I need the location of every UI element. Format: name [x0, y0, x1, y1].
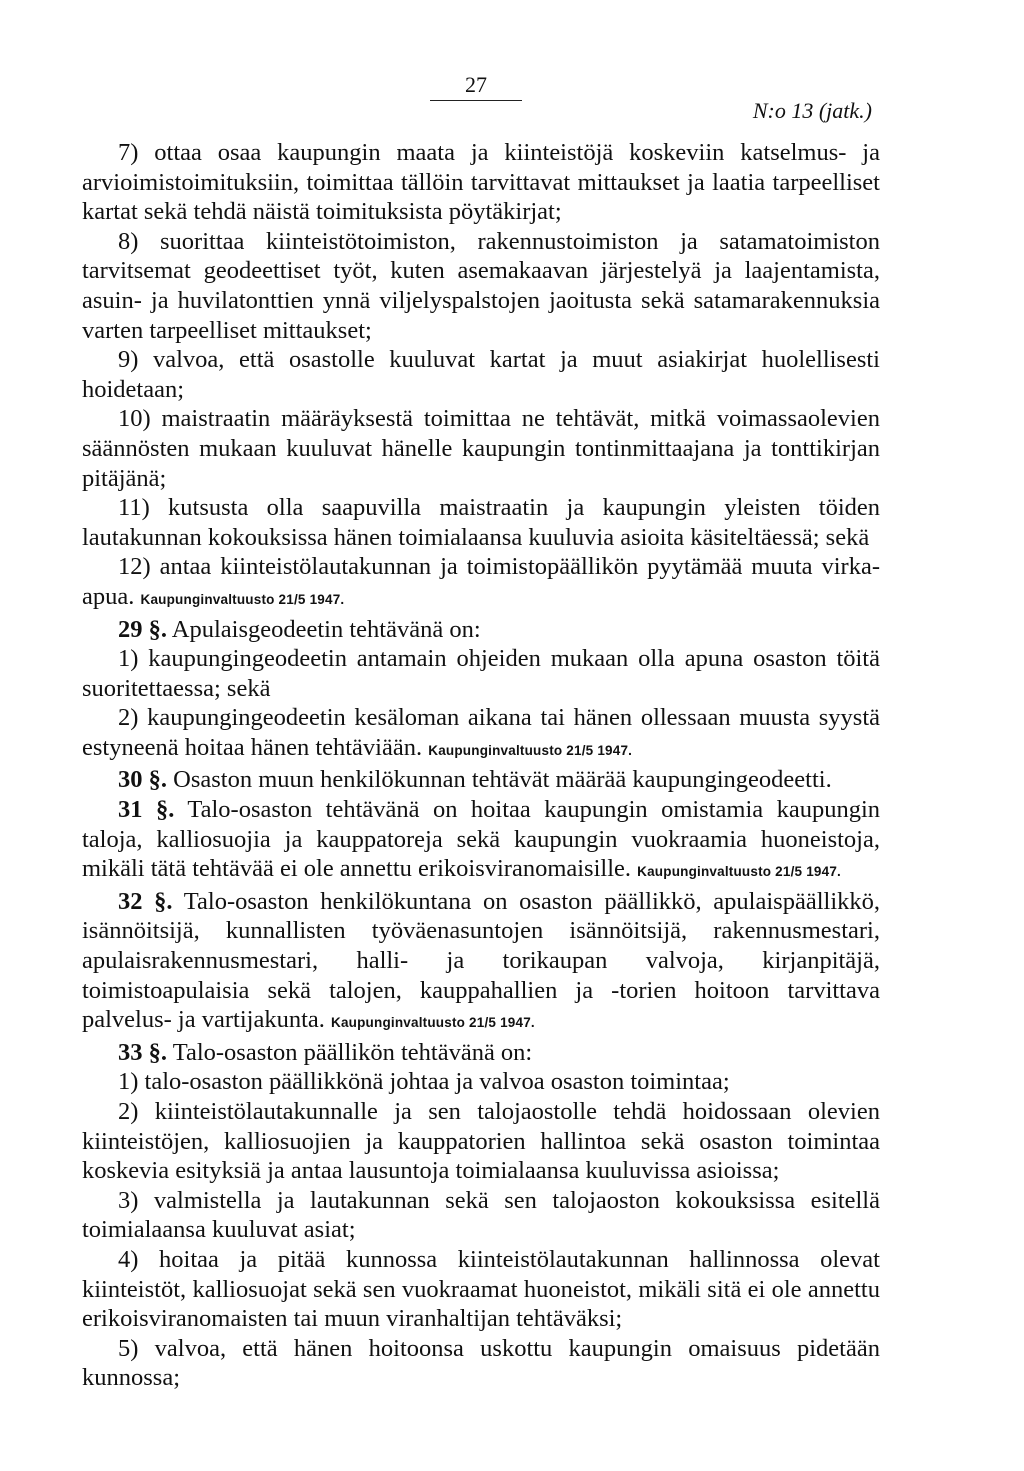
source-citation: Kaupunginvaltuusto 21/5 1947. [140, 591, 345, 607]
section-30 [82, 765, 880, 795]
paragraph-item-1 [82, 644, 880, 703]
paragraph-item-11 [82, 493, 880, 552]
paragraph-text: 5) valvoa, että hänen hoitoonsa uskottu kaupungin omaisuus pidetään kunnossa; [82, 1334, 880, 1392]
paragraph-item-7 [82, 138, 880, 227]
section-number: 29 §. [118, 615, 167, 643]
paragraph-text: 2) kiinteistölautakunnalle ja sen talojaostolle tehdä hoidossaan olevien kiinteistöjen, kalliosuojien ja kauppatorien hallintoa sekä osaston toimintaa koskevia esityksiä ja antaa lausuntoja toimialaansa kuuluvissa asioissa; [82, 1098, 880, 1185]
paragraph-item-2 [82, 1097, 880, 1186]
paragraph-item-12 [82, 552, 880, 614]
paragraph-text: 9) valvoa, että osastolle kuuluvat kartat ja muut asiakirjat huolellisesti hoidetaan; [82, 346, 880, 403]
section-33 [82, 1038, 880, 1068]
paragraph-text: Talo-osaston päällikön tehtävänä on: [172, 1038, 533, 1066]
paragraph-text: 8) suorittaa kiinteistötoimiston, rakennustoimiston ja satamatoimiston tarvitsemat geodeettiset työt, kuten asemakaavan järjestelyä ja laajentamista, asuin- ja huvilatonttien ynnä viljelyspalstojen jaoitusta sekä satamarakennuksia varten tarpeelliset mittaukset; [82, 227, 880, 344]
paragraph-text: 1) talo-osaston päällikkönä johtaa ja valvoa osaston toimintaa; [118, 1068, 730, 1096]
paragraph-item-10 [82, 404, 880, 493]
section-29 [82, 615, 880, 645]
paragraph-text: 11) kutsusta olla saapuvilla maistraatin ja kaupungin yleisten töiden lautakunnan kokouksissa hänen toimialaansa kuuluvia asioita käsiteltäessä; sekä [82, 494, 880, 551]
paragraph-text: 7) ottaa osaa kaupungin maata ja kiinteistöjä koskeviin katselmus- ja arvioimistoimituksiin, toimittaa tällöin tarvittavat mittaukset ja laatia tarpeelliset kartat sekä tehdä näistä toimituksista pöytäkirjat; [82, 139, 880, 226]
section-number: 30 §. [118, 766, 167, 794]
section-number: 32 §. [118, 887, 173, 915]
paragraph-item-4 [82, 1245, 880, 1334]
document-body [82, 138, 880, 1393]
source-citation: Kaupunginvaltuusto 21/5 1947. [331, 1015, 535, 1031]
paragraph-item-9 [82, 345, 880, 404]
paragraph-text: 3) valmistella ja lautakunnan sekä sen talojaoston kokouksissa esitellä toimialaansa kuuluvat asiat; [82, 1186, 880, 1244]
paragraph-item-1 [82, 1067, 880, 1097]
running-head: N:o 13 (jatk.) [752, 98, 872, 123]
section-31 [82, 795, 880, 887]
paragraph-text: Apulaisgeodeetin tehtävänä on: [171, 615, 481, 643]
paragraph-item-8 [82, 227, 880, 345]
paragraph-item-2 [82, 703, 880, 765]
paragraph-text: 12) antaa kiinteistölautakunnan ja toimistopäällikön pyytämää muuta virka-apua. [82, 553, 880, 610]
paragraph-text: Osaston muun henkilökunnan tehtävät määrää kaupungingeodeetti. [173, 766, 832, 794]
paragraph-text: 4) hoitaa ja pitää kunnossa kiinteistölautakunnan hallinnossa olevat kiinteistöt, kalliosuojat sekä sen vuokraamat huoneistot, mikäli sitä ei ole annettu erikoisviranomaisten tai muun viranhaltijan tehtäväksi; [82, 1245, 880, 1333]
paragraph-text: 2) kaupungingeodeetin kesäloman aikana tai hänen ollessaan muusta syystä estyneenä hoitaa hänen tehtäviään. [82, 704, 880, 761]
source-citation: Kaupunginvaltuusto 21/5 1947. [428, 742, 633, 758]
source-citation: Kaupunginvaltuusto 21/5 1947. [637, 864, 841, 880]
paragraph-item-5 [82, 1334, 880, 1393]
paragraph-text: Talo-osaston tehtävänä on hoitaa kaupungin omistamia kaupungin taloja, kalliosuojia ja kauppatoreja sekä kaupungin vuokraamia huoneistoja, mikäli tätä tehtävää ei ole annettu erikoisviranomaisille. [82, 796, 881, 883]
section-number: 33 §. [118, 1038, 167, 1066]
section-32 [82, 887, 880, 1038]
paragraph-text: 10) maistraatin määräyksestä toimittaa ne tehtävät, mitkä voimassaolevien säännösten mukaan kuuluvat hänelle kaupungin tontinmittaajana ja tonttikirjan pitäjänä; [82, 405, 880, 492]
paragraph-item-3 [82, 1186, 880, 1245]
paragraph-text: 1) kaupungingeodeetin antamain ohjeiden mukaan olla apuna osaston töitä suoritettaessa; sekä [82, 645, 880, 702]
section-number: 31 §. [118, 796, 175, 824]
page-number: 27 [430, 72, 522, 101]
paragraph-text: Talo-osaston henkilökuntana on osaston päällikkö, apulaispäällikkö, isännöitsijä, kunnallisten työväenasuntojen isännöitsijä, rakennusmestari, apulaisrakennusmestari, halli- ja torikaupan valvoja, kirjanpitäjä, toimistoapulaisia sekä talojen, kauppahallien ja -torien hoitoon tarvittava palvelus- ja vartijakunta. [82, 887, 881, 1034]
